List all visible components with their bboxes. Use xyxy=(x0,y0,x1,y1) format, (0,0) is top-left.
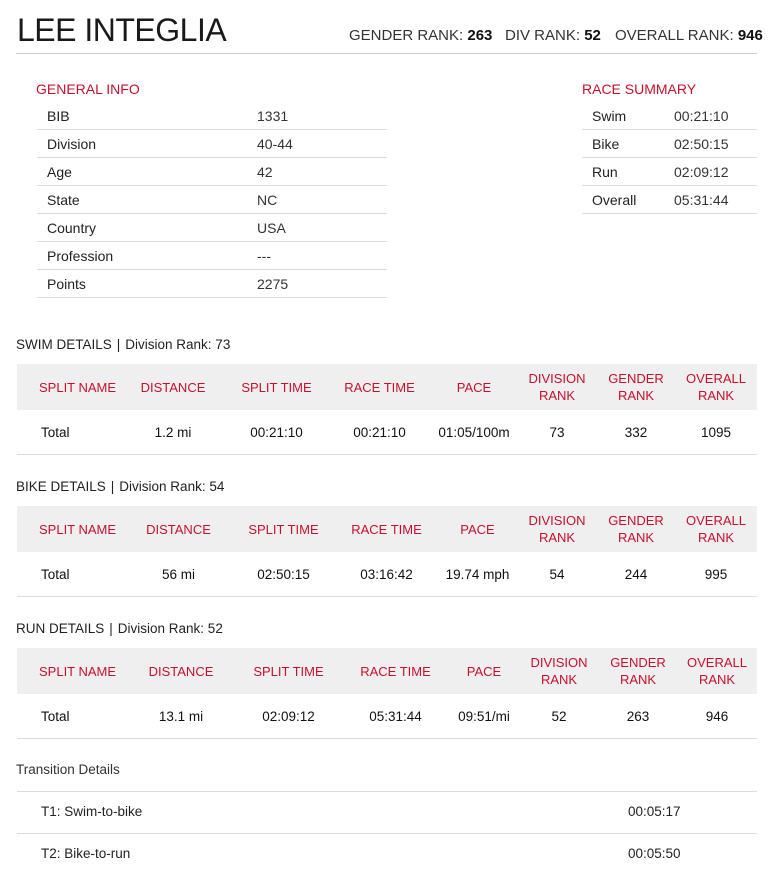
cell-gender-rank: 332 xyxy=(597,410,675,455)
cell-split-time: 02:09:12 xyxy=(235,694,342,739)
col-label-line: RANK xyxy=(697,530,735,545)
cell-gender-rank: 244 xyxy=(597,552,675,597)
col-label-line: GENDER xyxy=(608,371,664,386)
info-row xyxy=(37,270,387,298)
bike-details-table xyxy=(17,506,757,597)
col-label-line: RANK xyxy=(538,388,576,403)
info-row xyxy=(37,102,387,130)
div-rank xyxy=(505,26,601,46)
cell-overall-rank: 995 xyxy=(675,552,757,597)
info-row xyxy=(37,130,387,158)
transition-row xyxy=(17,833,757,876)
cell-division-rank: 52 xyxy=(519,694,599,739)
summary-label: Run xyxy=(582,158,664,186)
title-separator: | xyxy=(109,621,113,636)
col-race-time: RACE TIME xyxy=(342,648,449,694)
col-pace: PACE xyxy=(431,364,517,410)
bike-details-title xyxy=(16,478,224,496)
transition-time: 00:05:50 xyxy=(628,846,681,861)
summary-label: Bike xyxy=(582,130,664,158)
col-overall-rank xyxy=(677,648,757,694)
summary-value: 05:31:44 xyxy=(664,186,757,214)
col-label-line: GENDER xyxy=(608,513,664,528)
col-overall-rank xyxy=(675,506,757,552)
cell-distance: 13.1 mi xyxy=(127,694,235,739)
col-label-line: RANK xyxy=(698,672,736,687)
cell-split: Total xyxy=(17,410,121,455)
cell-pace: 09:51/mi xyxy=(449,694,519,739)
overall-rank-label: OVERALL RANK: xyxy=(615,27,734,44)
col-split-name: SPLIT NAME xyxy=(17,506,125,552)
info-label: State xyxy=(37,186,247,214)
col-label-line: DIVISION xyxy=(528,371,586,386)
bike-division-rank: Division Rank: 54 xyxy=(119,479,225,494)
col-split-time: SPLIT TIME xyxy=(232,506,335,552)
header-divider xyxy=(16,53,757,54)
col-distance: DISTANCE xyxy=(121,364,225,410)
col-label-line: OVERALL xyxy=(686,371,746,386)
run-division-rank: Division Rank: 52 xyxy=(117,621,223,636)
transition-details-heading: Transition Details xyxy=(16,762,120,777)
general-info-table xyxy=(37,102,387,298)
col-split-name: SPLIT NAME xyxy=(17,648,127,694)
run-details-title xyxy=(16,620,223,638)
col-split-time: SPLIT TIME xyxy=(235,648,342,694)
col-label-line: OVERALL xyxy=(687,655,747,670)
col-gender-rank xyxy=(597,364,675,410)
col-label-line: DIVISION xyxy=(528,513,586,528)
transition-label: T2: Bike-to-run xyxy=(41,846,131,861)
col-gender-rank xyxy=(599,648,677,694)
run-details-table xyxy=(17,648,757,739)
info-label: Age xyxy=(37,158,247,186)
col-label-line: RANK xyxy=(538,530,576,545)
col-distance: DISTANCE xyxy=(127,648,235,694)
col-pace: PACE xyxy=(449,648,519,694)
bike-title: BIKE DETAILS xyxy=(16,479,106,494)
cell-distance: 1.2 mi xyxy=(121,410,225,455)
table-header-row xyxy=(17,506,757,552)
cell-race-time: 03:16:42 xyxy=(335,552,438,597)
col-split-time: SPLIT TIME xyxy=(225,364,328,410)
col-division-rank xyxy=(517,364,597,410)
col-label-line: RANK xyxy=(697,388,735,403)
col-gender-rank xyxy=(597,506,675,552)
gender-rank-value: 263 xyxy=(467,27,493,44)
table-row xyxy=(17,552,757,597)
info-value: 42 xyxy=(247,158,387,186)
race-summary-table xyxy=(582,102,757,214)
col-label-line: RANK xyxy=(540,672,578,687)
cell-split-time: 02:50:15 xyxy=(232,552,335,597)
info-value: 40-44 xyxy=(247,130,387,158)
col-overall-rank xyxy=(675,364,757,410)
col-race-time: RACE TIME xyxy=(328,364,431,410)
info-row xyxy=(37,158,387,186)
info-value: 2275 xyxy=(247,270,387,298)
cell-split: Total xyxy=(17,552,125,597)
overall-rank xyxy=(615,26,763,46)
info-row xyxy=(37,186,387,214)
title-separator: | xyxy=(116,337,121,352)
athlete-name: LEE INTEGLIA xyxy=(17,12,227,48)
cell-division-rank: 73 xyxy=(517,410,597,455)
info-label: Division xyxy=(37,130,247,158)
cell-overall-rank: 1095 xyxy=(675,410,757,455)
swim-details-title xyxy=(16,336,230,354)
transition-row xyxy=(17,791,757,834)
col-division-rank xyxy=(517,506,597,552)
table-row xyxy=(17,410,757,455)
cell-race-time: 00:21:10 xyxy=(328,410,431,455)
summary-row xyxy=(582,186,757,214)
col-label-line: DIVISION xyxy=(530,655,588,670)
summary-label: Swim xyxy=(582,102,664,130)
col-label-line: GENDER xyxy=(610,655,666,670)
cell-split: Total xyxy=(17,694,127,739)
info-value: 1331 xyxy=(247,102,387,130)
info-label: Points xyxy=(37,270,247,298)
gender-rank xyxy=(349,26,492,46)
swim-title: SWIM DETAILS xyxy=(16,337,112,352)
swim-details-table xyxy=(17,364,757,455)
col-division-rank xyxy=(519,648,599,694)
cell-pace: 19.74 mph xyxy=(438,552,517,597)
cell-overall-rank: 946 xyxy=(677,694,757,739)
info-row xyxy=(37,214,387,242)
div-rank-label: DIV RANK: xyxy=(505,27,581,44)
run-title: RUN DETAILS xyxy=(16,621,105,636)
col-pace: PACE xyxy=(438,506,517,552)
col-race-time: RACE TIME xyxy=(335,506,438,552)
summary-row xyxy=(582,130,757,158)
summary-row xyxy=(582,158,757,186)
cell-pace: 01:05/100m xyxy=(431,410,517,455)
summary-value: 00:21:10 xyxy=(664,102,757,130)
summary-value: 02:50:15 xyxy=(664,130,757,158)
general-info-heading: GENERAL INFO xyxy=(36,81,140,97)
overall-rank-value: 946 xyxy=(737,27,763,44)
info-value: --- xyxy=(247,242,387,270)
info-label: Country xyxy=(37,214,247,242)
table-header-row xyxy=(17,364,757,410)
col-label-line: RANK xyxy=(617,388,655,403)
cell-split-time: 00:21:10 xyxy=(225,410,328,455)
table-row xyxy=(17,694,757,739)
race-summary-heading: RACE SUMMARY xyxy=(582,81,697,97)
gender-rank-label: GENDER RANK: xyxy=(349,27,464,44)
info-label: Profession xyxy=(37,242,247,270)
cell-division-rank: 54 xyxy=(517,552,597,597)
cell-race-time: 05:31:44 xyxy=(342,694,449,739)
cell-gender-rank: 263 xyxy=(599,694,677,739)
info-label: BIB xyxy=(37,102,247,130)
cell-distance: 56 mi xyxy=(125,552,232,597)
table-header-row xyxy=(17,648,757,694)
transition-time: 00:05:17 xyxy=(628,804,681,819)
div-rank-value: 52 xyxy=(584,27,601,44)
col-distance: DISTANCE xyxy=(125,506,232,552)
info-value: NC xyxy=(247,186,387,214)
col-split-name: SPLIT NAME xyxy=(17,364,121,410)
info-row xyxy=(37,242,387,270)
summary-value: 02:09:12 xyxy=(664,158,757,186)
transition-label: T1: Swim-to-bike xyxy=(41,804,143,819)
summary-row xyxy=(582,102,757,130)
summary-label: Overall xyxy=(582,186,664,214)
col-label-line: RANK xyxy=(619,672,657,687)
col-label-line: OVERALL xyxy=(686,513,746,528)
info-value: USA xyxy=(247,214,387,242)
col-label-line: RANK xyxy=(617,530,655,545)
title-separator: | xyxy=(110,479,115,494)
swim-division-rank: Division Rank: 73 xyxy=(125,337,231,352)
